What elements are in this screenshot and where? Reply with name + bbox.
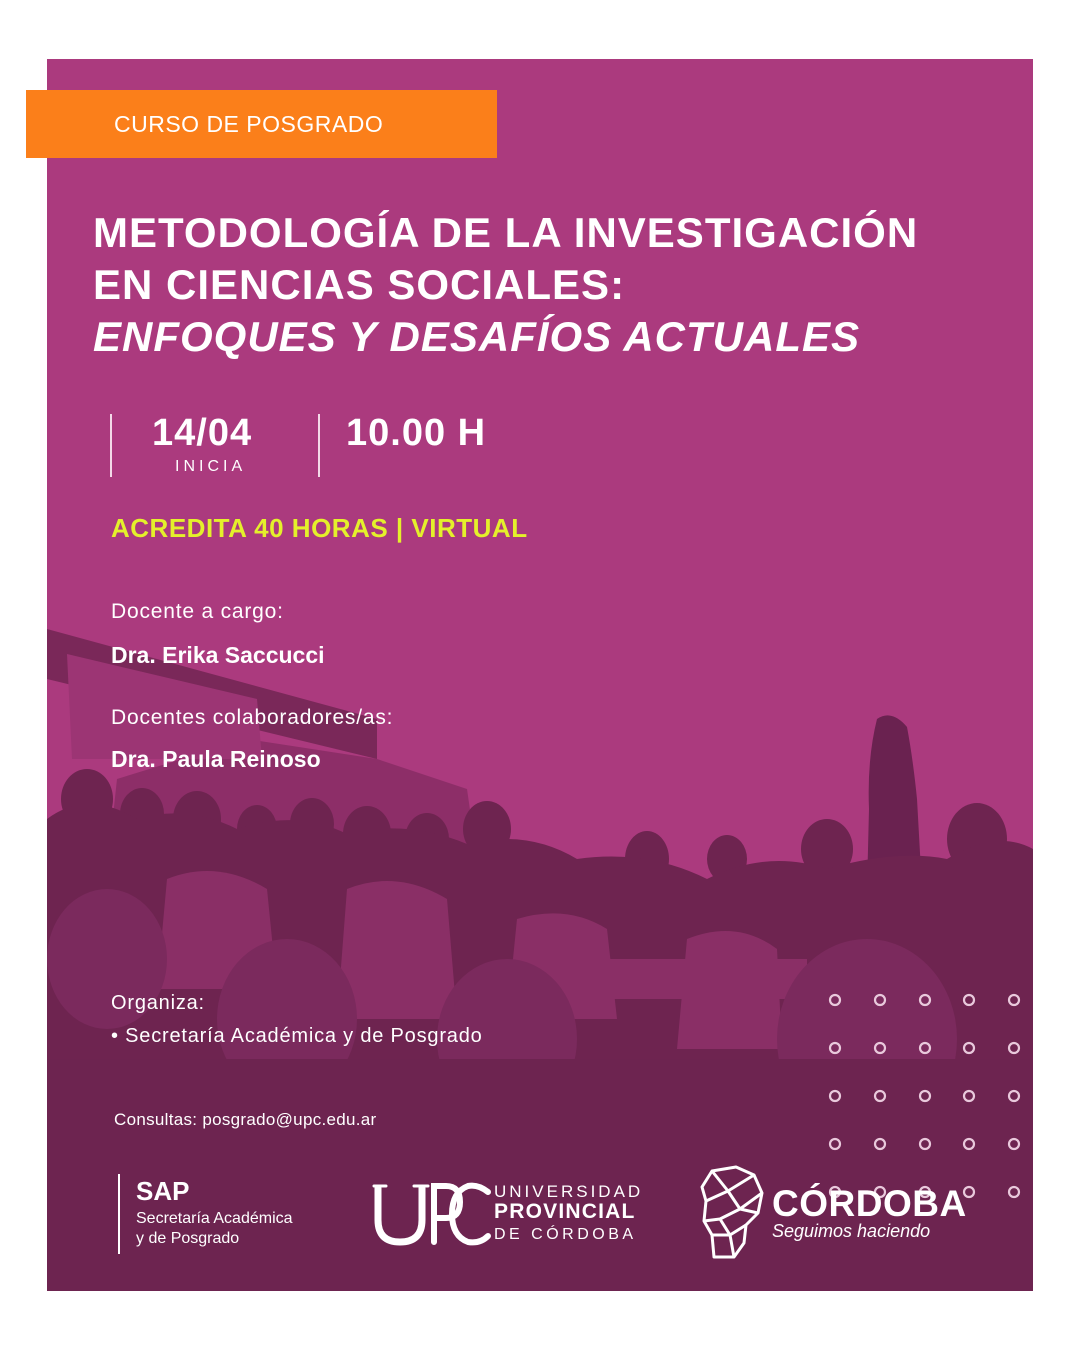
sap-logo-title: SAP xyxy=(136,1176,190,1206)
cordoba-logo xyxy=(700,1165,980,1260)
sap-logo-bar xyxy=(118,1174,120,1254)
start-time: 10.00 H xyxy=(346,412,487,454)
start-date: 14/04 xyxy=(152,412,253,454)
course-type-banner xyxy=(26,90,497,158)
credit-hours-modality: ACREDITA 40 HORAS | VIRTUAL xyxy=(111,513,528,543)
collaborators-label: Docentes colaboradores/as: xyxy=(111,706,394,729)
sap-logo-line-2: y de Posgrado xyxy=(136,1230,240,1247)
upc-logo-line-3: DE CÓRDOBA xyxy=(494,1226,637,1243)
organizer-label: Organiza: xyxy=(111,992,205,1014)
contact-email: Consultas: posgrado@upc.edu.ar xyxy=(114,1110,377,1129)
cordoba-logo-subtitle: Seguimos haciendo xyxy=(772,1221,931,1241)
upc-logo xyxy=(372,1178,642,1248)
cordoba-map-icon xyxy=(700,1165,768,1259)
sap-logo-line-1: Secretaría Académica xyxy=(136,1210,293,1227)
course-title xyxy=(93,207,918,363)
cordoba-logo-title: CÓRDOBA xyxy=(772,1183,967,1224)
title-line-3: ENFOQUES Y DESAFÍOS ACTUALES xyxy=(93,313,860,360)
teacher-label: Docente a cargo: xyxy=(111,600,284,623)
course-type-label: CURSO DE POSGRADO xyxy=(114,111,384,137)
divider-line xyxy=(110,414,112,477)
organizer-item: • Secretaría Académica y de Posgrado xyxy=(111,1025,483,1047)
teacher-name: Dra. Erika Saccucci xyxy=(111,642,325,668)
title-line-1: METODOLOGÍA DE LA INVESTIGACIÓN xyxy=(93,209,919,256)
start-date-caption: INICIA xyxy=(175,458,247,475)
upc-logo-line-2: PROVINCIAL xyxy=(494,1200,636,1223)
divider-line xyxy=(318,414,320,477)
upc-monogram-icon xyxy=(372,1178,494,1248)
upc-logo-line-1: UNIVERSIDAD xyxy=(494,1182,644,1201)
collaborator-name: Dra. Paula Reinoso xyxy=(111,746,321,772)
title-line-2: EN CIENCIAS SOCIALES: xyxy=(93,261,626,308)
